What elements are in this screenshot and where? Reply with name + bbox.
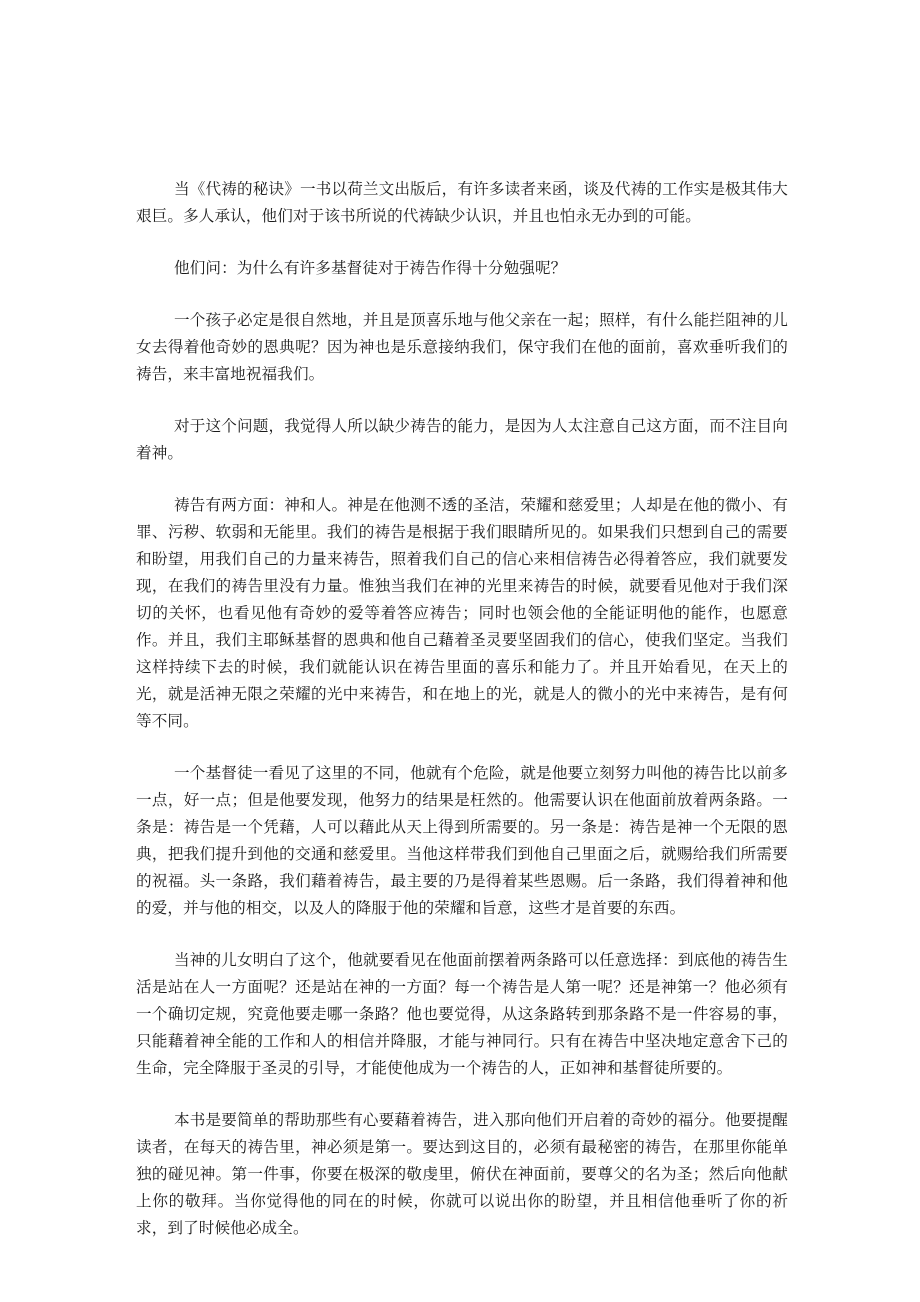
paragraph-7: 当神的儿女明白了这个，他就要看见在他面前摆着两条路可以任意选择：到底他的祷告生活是站在人一方面呢？还是站在神的一方面？每一个祷告是人第一呢？还是神第一？他必须有一个确切定规，究竟他要走哪一条路？他也要觉得，从这条路转到那条路不是一件容易的事，只能藉着神全能的工作和人的相信并降服，才能与神同行。只有在祷告中坚决地定意舍下己的生命，完全降服于圣灵的引导，才能使他成为一个祷告的人，正如神和基督徒所要的。 [136, 951, 788, 1077]
paragraph-4: 对于这个问题，我觉得人所以缺少祷告的能力，是因为人太注意自己这方面，而不注目向着神。 [136, 417, 788, 462]
paragraph-6: 一个基督徒一看见了这里的不同，他就有个危险，就是他要立刻努力叫他的祷告比以前多一点，好一点；但是他要发现，他努力的结果是枉然的。他需要认识在他面前放着两条路。一条是：祷告是一个凭藉，人可以藉此从天上得到所需要的。另一条是：祷告是神一个无限的恩典，把我们提升到他的交通和慈爱里。当他这样带我们到他自己里面之后，就赐给我们所需要的祝福。头一条路，我们藉着祷告，最主要的乃是得着某些恩赐。后一条路，我们得着神和他的爱，并与他的相交，以及人的降服于他的荣耀和旨意，这些才是首要的东西。 [136, 764, 788, 917]
paragraph-8: 本书是要简单的帮助那些有心要藉着祷告，进入那向他们开启着的奇妙的福分。他要提醒读者，在每天的祷告里，神必须是第一。要达到这目的，必须有最秘密的祷告，在那里你能单独的碰见神。第一件事，你要在极深的敬虔里，俯伏在神面前，要尊父的名为圣；然后向他献上你的敬拜。当你觉得他的同在的时候，你就可以说出你的盼望，并且相信他垂听了你的祈求，到了时候他必成全。 [136, 1111, 788, 1237]
document-body [136, 176, 788, 1267]
paragraph-5: 祷告有两方面：神和人。神是在他测不透的圣洁，荣耀和慈爱里；人却是在他的微小、有罪、污秽、软弱和无能里。我们的祷告是根据于我们眼睛所见的。如果我们只想到自己的需要和盼望，用我们自己的力量来祷告，照着我们自己的信心来相信祷告必得着答应，我们就要发现，在我们的祷告里没有力量。惟独当我们在神的光里来祷告的时候，就要看见他对于我们深切的关怀，也看见他有奇妙的爱等着答应祷告；同时也领会他的全能证明他的能作，也愿意作。并且，我们主耶稣基督的恩典和他自己藉着圣灵要坚固我们的信心，使我们坚定。当我们这样持续下去的时候，我们就能认识在祷告里面的喜乐和能力了。并且开始看见，在天上的光，就是活神无限之荣耀的光中来祷告，和在地上的光，就是人的微小的光中来祷告，是有何等不同。 [136, 496, 788, 730]
paragraph-2: 他们问：为什么有许多基督徒对于祷告作得十分勉强呢？ [174, 259, 567, 277]
paragraph-3: 一个孩子必定是很自然地，并且是顶喜乐地与他父亲在一起；照样，有什么能拦阻神的儿女去得着他奇妙的恩典呢？因为神也是乐意接纳我们，保守我们在他的面前，喜欢垂听我们的祷告，来丰富地祝福我们。 [136, 311, 788, 383]
paragraph-1: 当《代祷的秘诀》一书以荷兰文出版后，有许多读者来函，谈及代祷的工作实是极其伟大艰巨。多人承认，他们对于该书所说的代祷缺少认识，并且也怕永无办到的可能。 [136, 180, 788, 225]
